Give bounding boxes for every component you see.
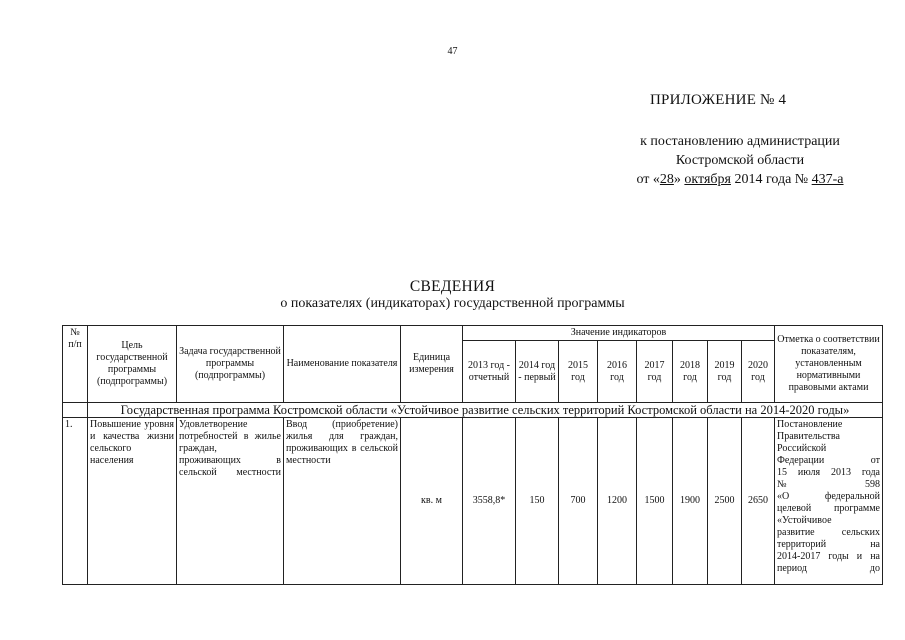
decree-date-line [590, 170, 890, 189]
row-num: 1. [63, 418, 88, 585]
document-subtitle: о показателях (индикаторах) государственной программы [280, 296, 625, 311]
note-line: развитие сельских [777, 527, 880, 538]
note-line: 15 июля 2013 года [777, 467, 880, 478]
note-line: «О федеральной [777, 491, 880, 502]
note-line: Постановление [777, 419, 843, 430]
program-row-spacer [63, 403, 88, 418]
row-value-2016: 1200 [598, 418, 637, 585]
note-line: № 598 [777, 479, 880, 490]
header-year-2013: 2013 год - отчетный [463, 341, 516, 403]
note-line: Федерации от [777, 455, 880, 466]
appendix-title: ПРИЛОЖЕНИЕ № 4 [650, 92, 787, 108]
date-month: октября [684, 172, 731, 187]
header-unit: Единица измерения [401, 326, 463, 403]
document-title: СВЕДЕНИЯ [409, 278, 496, 295]
table-row [63, 418, 883, 585]
header-year-2020: 2020 год [742, 341, 775, 403]
header-task: Задача государственной программы (подпрограммы) [177, 326, 284, 403]
row-value-2019: 2500 [708, 418, 742, 585]
header-year-2014: 2014 год - первый [516, 341, 559, 403]
header-row-1 [63, 326, 883, 341]
header-indicator: Наименование показателя [284, 326, 401, 403]
header-values-group: Значение индикаторов [463, 326, 775, 341]
row-goal: Повышение уровня и качества жизни сельского населения [88, 418, 177, 585]
decree-reference [590, 132, 890, 189]
header-year-2016: 2016 год [598, 341, 637, 403]
date-prefix: от « [636, 172, 660, 187]
row-value-2020: 2650 [742, 418, 775, 585]
row-value-2018: 1900 [673, 418, 708, 585]
date-mid: » [673, 172, 685, 187]
note-line: 2014-2017 годы и на [777, 551, 880, 562]
note-line: Правительства [777, 431, 840, 442]
row-value-2014: 150 [516, 418, 559, 585]
row-indicator: Ввод (приобретение) жилья для граждан, проживающих в сельской местности [284, 418, 401, 585]
date-day: 28 [659, 172, 674, 187]
header-num: № п/п [63, 326, 88, 403]
decree-line-1: к постановлению администрации [640, 134, 840, 149]
indicators-table [62, 325, 883, 585]
decree-number: 437-а [811, 172, 844, 187]
row-unit: кв. м [401, 418, 463, 585]
header-year-2017: 2017 год [637, 341, 673, 403]
row-task: Удовлетворение потребностей в жилье граждан, проживающих в сельской местности [177, 418, 284, 585]
note-line: территорий на [777, 539, 880, 550]
note-line: целевой программе [777, 503, 880, 514]
header-year-2018: 2018 год [673, 341, 708, 403]
header-goal: Цель государственной программы (подпрограммы) [88, 326, 177, 403]
date-year: 2014 года № [730, 172, 812, 187]
note-line: Российской [777, 443, 827, 454]
program-title: Государственная программа Костромской области «Устойчивое развитие сельских территорий Костромской области на 2014-2020 годы» [88, 403, 883, 418]
page-number: 47 [447, 46, 458, 57]
header-year-2015: 2015 год [559, 341, 598, 403]
header-note: Отметка о соответствии показателям, установленным нормативными правовыми актами [775, 326, 883, 403]
row-value-2015: 700 [559, 418, 598, 585]
note-line: период до [777, 563, 880, 574]
row-value-2013: 3558,8* [463, 418, 516, 585]
header-year-2019: 2019 год [708, 341, 742, 403]
row-value-2017: 1500 [637, 418, 673, 585]
program-row [63, 403, 883, 418]
decree-line-2: Костромской области [675, 153, 805, 168]
note-line: «Устойчивое [777, 515, 832, 526]
row-note [775, 418, 883, 585]
